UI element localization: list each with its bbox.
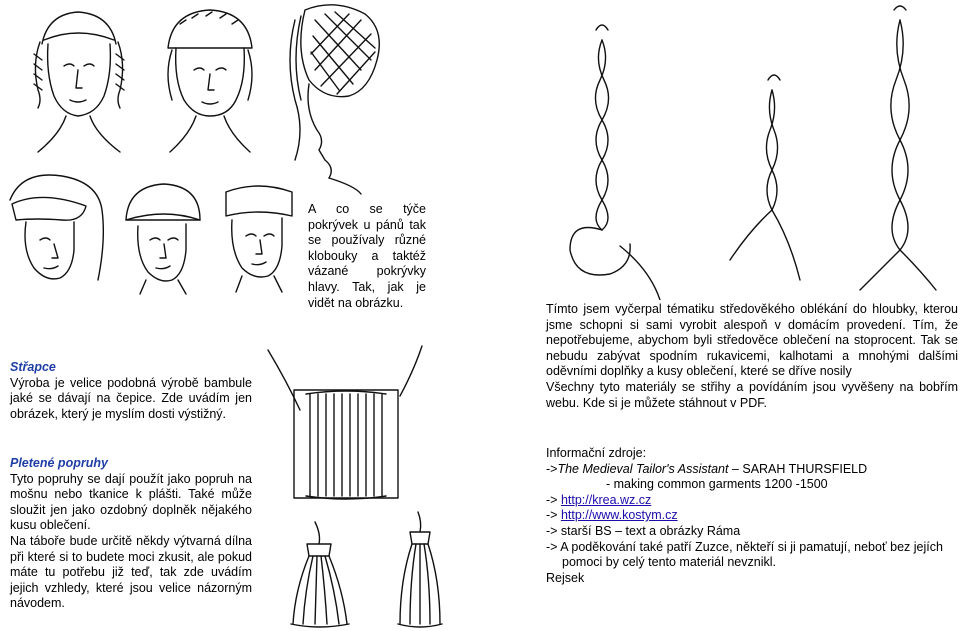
turban-hat-illustration: [118, 180, 208, 295]
source-book-title: The Medieval Tailor's Assistant: [557, 461, 729, 476]
source-book: [546, 462, 958, 478]
source-bs: -> starší BS – text a obrázky Ráma: [546, 523, 741, 538]
conclusion-section: [546, 302, 958, 411]
sources-section: [546, 446, 958, 586]
strapce-section: [10, 360, 252, 422]
tassel-wrapping-illustration: [262, 340, 437, 505]
source-link-kostym: [546, 508, 958, 524]
hood-caption: A co se týče pokrývek u pánů tak se používaly různé klobouky a taktéž vázané pokrývky hlavy. Tak, jak je vidět na obrázku.: [308, 202, 426, 310]
cap-headdress-illustration: [150, 4, 268, 154]
source-link-krea-prefix: ->: [546, 492, 561, 507]
sources-title: Informační zdroje:: [546, 446, 647, 460]
strapce-heading: Střapce: [10, 360, 56, 374]
tassel-bundle-illustration: [285, 520, 355, 630]
conclusion-paragraph-1: Tímto jsem vyčerpal tématiku středověkého oblékání do hloubky, kterou jsme schopni si sami vyrobit alespoň v domácím provedení. Tím, že nepotřebujeme, abychom byli středověce oblečení na stoprocent. Tak se nebudu zabývat spodním rukavicemi, kalhotami a mnohými dalšími oděvními doplňky a kusy oblečení, které se dříve nosily: [546, 302, 958, 379]
pillbox-hat-illustration: [212, 180, 302, 295]
author-signature: Rejsek: [546, 570, 585, 585]
source-link-krea: [546, 493, 958, 509]
kostym-link[interactable]: http://www.kostym.cz: [560, 508, 678, 523]
strapce-body: Výroba je velice podobná výrobě bambule jaké se dávají na čepice. Zde uvádím jen obrázek, který je myslím dosti výstižný.: [10, 375, 252, 421]
conclusion-paragraph-2: Všechny tyto materiály se střihy a povídáním jsou vyvěšeny na bobřím webu. Kde si je můžete stáhnout v PDF.: [546, 379, 958, 410]
source-link-kostym-prefix: ->: [546, 508, 561, 523]
chaperon-hood-illustration: [2, 170, 110, 295]
braided-cords-illustration: [540, 0, 950, 300]
source-book-author: SARAH THURSFIELD: [742, 461, 868, 476]
netted-cap-illustration: [265, 0, 405, 195]
source-book-subtitle: - making common garments 1200 -1500: [606, 477, 828, 492]
finished-tassel-illustration: [392, 510, 447, 630]
source-thanks: -> A poděkování také patří Zuzce, někteří si ji pamatují, neboť bez jejích: [546, 539, 943, 554]
pletene-section: [10, 456, 252, 612]
braided-headdress-illustration: [20, 4, 138, 154]
source-book-dash: –: [728, 461, 743, 476]
pletene-body-1: Tyto popruhy se dají použít jako popruh na mošnu nebo tkanice k plášti. Také může sloužit jen jako ozdobný doplněk nějakého kusu oblečení.: [10, 471, 252, 533]
pletene-body-2: Na táboře bude určitě někdy výtvarná dílna při které si to budete moci zkusit, ale pokud máte tu potřebu již teď, tak zde uvádím jejich vzhledy, které jsou velice názorným návodem.: [10, 533, 252, 611]
pletene-heading: Pletené popruhy: [10, 456, 108, 470]
source-thanks-cont: pomoci by celý tento materiál nevznikl.: [562, 555, 776, 570]
krea-link[interactable]: http://krea.wz.cz: [560, 492, 652, 507]
source-book-prefix: ->: [546, 461, 558, 476]
